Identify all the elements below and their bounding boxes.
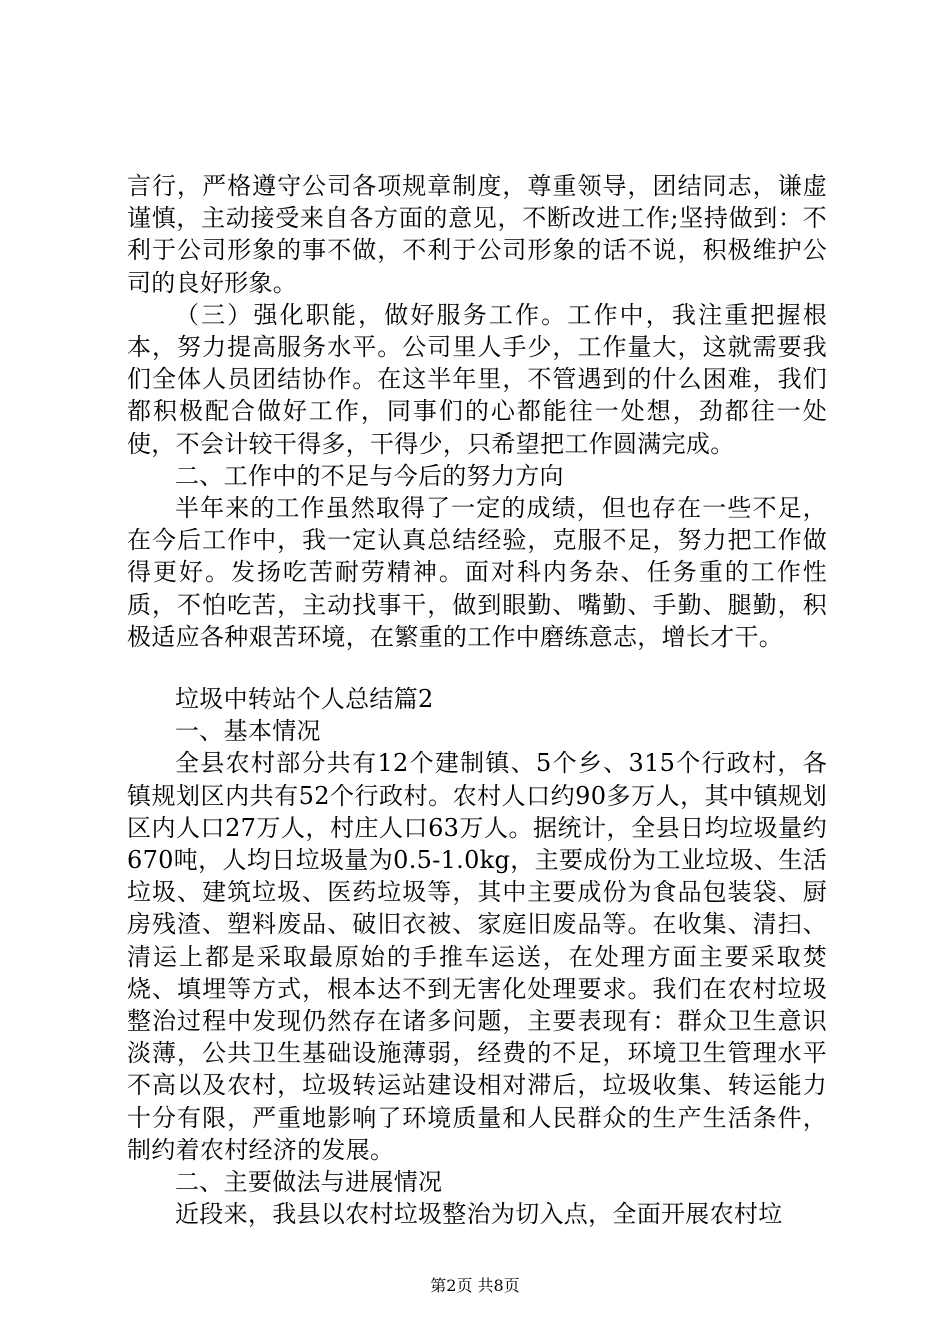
paragraph-main-practices: 近段来，我县以农村垃圾整治为切入点，全面开展农村垃	[175, 1200, 783, 1229]
paragraph-section-3: （三）强化职能，做好服务工作。工作中，我注重把握根本，努力提高服务水平。公司里人手少，工作量大，这就需要我们全体人员团结协作。在这半年里，不管遇到的什么困难，我们都积极配合做好工作，同事们的心都能往一处想，劲都往一处使，不会计较干得多，干得少，只希望把工作圆满完成。	[127, 300, 827, 458]
paragraph-gap	[127, 653, 827, 683]
heading-shortcomings: 二、工作中的不足与今后的努力方向	[175, 461, 564, 490]
paragraph-basic-situation: 全县农村部分共有12个建制镇、5个乡、315个行政村，各镇规划区内共有52个行政村。农村人口约90多万人，其中镇规划区内人口27万人，村庄人口63万人。据统计，全县日均垃圾量约670吨，人均日垃圾量为0.5-1.0kg，主要成份为工业垃圾、生活垃圾、建筑垃圾、医药垃圾等，其中主要成份为食品包装袋、厨房残渣、塑料废品、破旧衣被、家庭旧废品等。在收集、清扫、清运上都是采取最原始的手推车运送，在处理方面主要采取焚烧、填埋等方式，根本达不到无害化处理要求。我们在农村垃圾整治过程中发现仍然存在诸多问题，主要表现有：群众卫生意识淡薄，公共卫生基础设施薄弱，经费的不足，环境卫生管理水平不高以及农村，垃圾转运站建设相对滞后，垃圾收集、转运能力十分有限，严重地影响了环境质量和人民群众的生产生活条件，制约着农村经济的发展。	[127, 749, 827, 1164]
heading-basic-situation: 一、基本情况	[175, 717, 321, 746]
paragraph-shortcomings: 半年来的工作虽然取得了一定的成绩，但也存在一些不足，在今后工作中，我一定认真总结经验，克服不足，努力把工作做得更好。发扬吃苦耐劳精神。面对科内务杂、任务重的工作性质，不怕吃苦，主动找事干，做到眼勤、嘴勤、手勤、腿勤，积极适应各种艰苦环境，在繁重的工作中磨练意志，增长才干。	[127, 494, 827, 651]
heading-main-practices: 二、主要做法与进展情况	[175, 1168, 443, 1197]
article-title: 垃圾中转站个人总结篇2	[175, 685, 434, 714]
document-body	[127, 170, 827, 1231]
page-footer: 第2页 共8页	[430, 1276, 520, 1295]
paragraph-continuation: 言行，严格遵守公司各项规章制度，尊重领导，团结同志，谦虚谨慎，主动接受来自各方面的意见，不断改进工作;坚持做到：不利于公司形象的事不做，不利于公司形象的话不说，积极维护公司的良好形象。	[127, 172, 827, 297]
